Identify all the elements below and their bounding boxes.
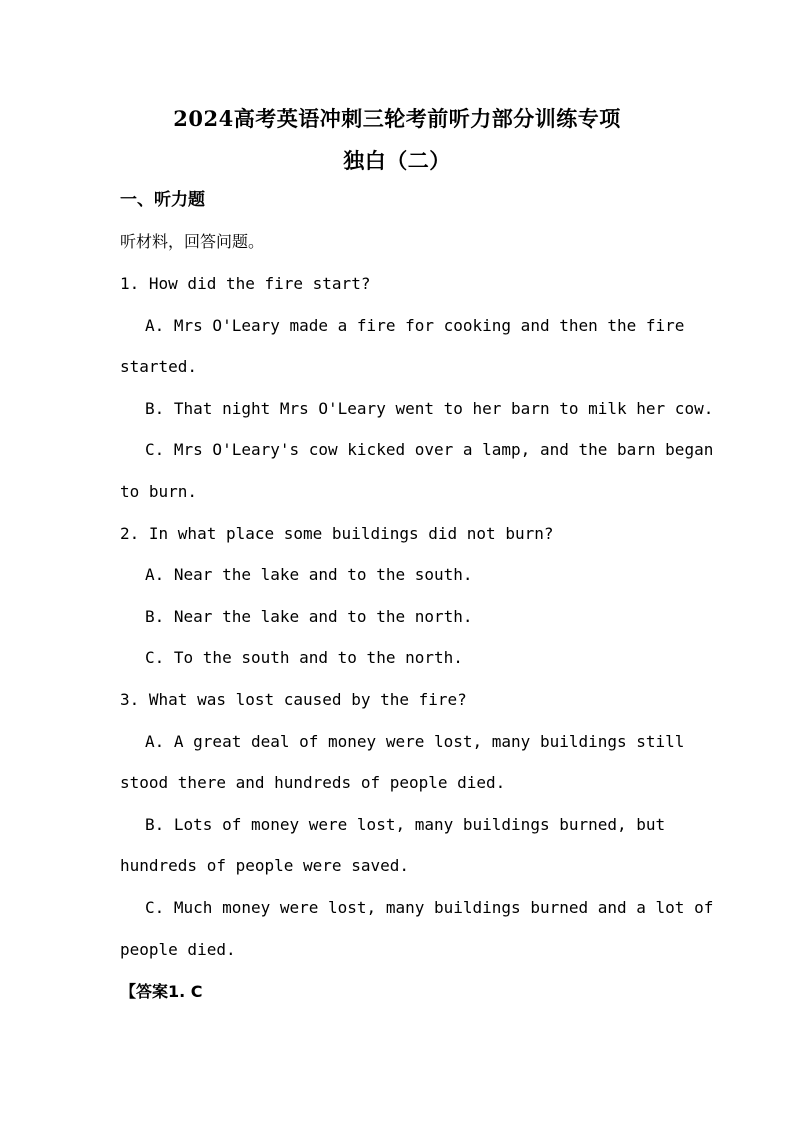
question-3-option-b-line-2: hundreds of people were saved. <box>120 856 409 875</box>
question-1-option-a-line-1: A. Mrs O'Leary made a fire for cooking and then the fire <box>145 316 685 335</box>
question-1-stem: 1. How did the fire start? <box>120 274 371 293</box>
question-2-option-c: C. To the south and to the north. <box>145 648 463 667</box>
section-heading: 一、听力题 <box>120 190 205 210</box>
question-3-option-a-line-2: stood there and hundreds of people died. <box>120 773 506 792</box>
page-title: 2024高考英语冲刺三轮考前听力部分训练专项 <box>173 106 621 131</box>
page-subtitle: 独白（二） <box>343 148 451 173</box>
question-1-option-a-line-2: started. <box>120 357 198 376</box>
question-2-option-a: A. Near the lake and to the south. <box>145 565 473 584</box>
instruction-text: 听材料，回答问题。 <box>120 232 265 251</box>
question-2-stem: 2. In what place some buildings did not burn? <box>120 524 554 543</box>
question-1-option-c-line-1: C. Mrs O'Leary's cow kicked over a lamp, and the barn began <box>145 440 714 459</box>
question-2-option-b: B. Near the lake and to the north. <box>145 607 473 626</box>
question-3-stem: 3. What was lost caused by the fire? <box>120 690 467 709</box>
answer-label: 【答案1. C <box>120 982 203 1001</box>
question-3-option-a-line-1: A. A great deal of money were lost, many buildings still <box>145 732 685 751</box>
question-3-option-c-line-2: people died. <box>120 940 236 959</box>
question-3-option-c-line-1: C. Much money were lost, many buildings burned and a lot of <box>145 898 714 917</box>
question-3-option-b-line-1: B. Lots of money were lost, many buildings burned, but <box>145 815 666 834</box>
question-1-option-b: B. That night Mrs O'Leary went to her barn to milk her cow. <box>145 399 714 418</box>
question-1-option-c-line-2: to burn. <box>120 482 198 501</box>
